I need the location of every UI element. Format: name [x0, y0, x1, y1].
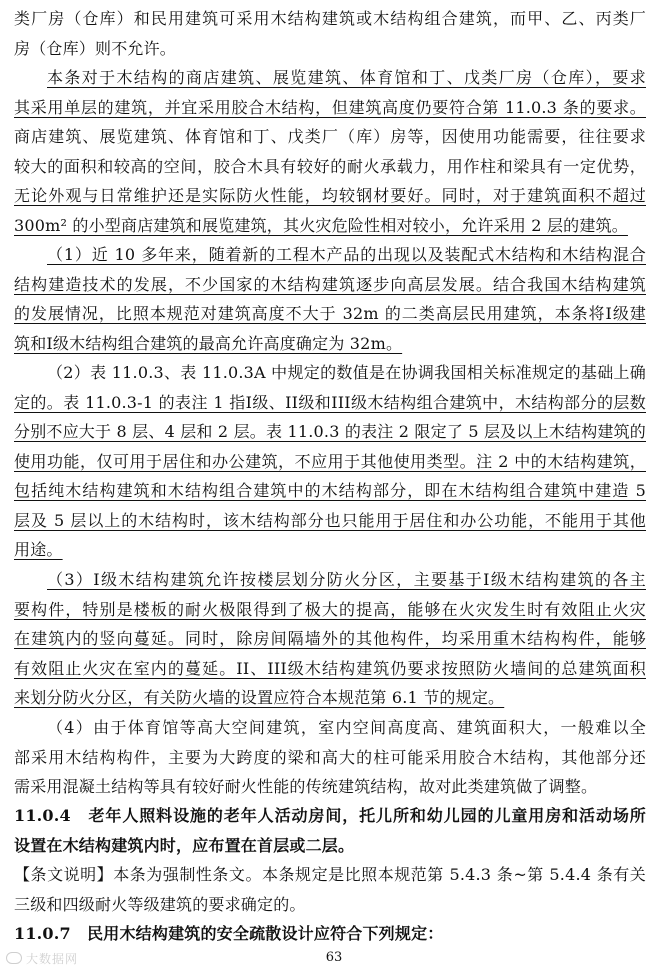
text-line: 设置在木结构建筑内时，应布置在首层或二层。: [14, 835, 355, 855]
text-line: 商店建筑、展览建筑、体育馆和丁、戊类厂（库）房等，因使用功能需要，往往要求: [14, 127, 646, 146]
text-line: 分别不应大于 8 层、4 层和 2 层。表 11.0.3 的表注 2 限定了 5 层及以上木结构建筑的: [14, 422, 646, 441]
text-line: 定的。表 11.0.3-1 的表注 1 指I级、II级和III级木结构组合建筑中，木结构部分的层数: [14, 392, 646, 412]
paragraph-item-4: [14, 713, 646, 802]
text-line: 有效阻止火灾在室内的蔓延。II、III级木结构建筑仍要求按照防火墙间的总建筑面积: [14, 658, 646, 678]
paragraph-continuation: [14, 4, 646, 63]
text-line: 类厂房（仓库）和民用建筑可采用木结构建筑或木结构组合建筑，而甲、乙、丙类厂: [14, 9, 646, 28]
text-line: 11.0.7 民用木结构建筑的安全疏散设计应符合下列规定：: [14, 924, 444, 943]
text-line: 包括纯木结构建筑和木结构组合建筑中的木结构部分，即在木结构组合建筑中建造 5: [14, 481, 646, 500]
text-line: 的发展情况，比照本规范对建筑高度不大于 32m 的二类高层民用建筑，本条将I级建: [14, 304, 646, 323]
text-line: 需采用混凝土结构等具有较好耐火性能的传统建筑结构，故对此类建筑做了调整。: [14, 777, 598, 796]
clause-explanation: [14, 860, 646, 919]
text-line: 三级和四级耐火等级建筑的要求确定的。: [14, 894, 306, 914]
text-line: 来划分防火分区，有关防火墙的设置应符合本规范第 6.1 节的规定。: [14, 688, 505, 707]
text-line: 部采用木结构构件，主要为大跨度的梁和高大的柱可能采用胶合木结构，其他部分还: [14, 747, 646, 767]
text-line: 层及 5 层以上的木结构时，该木结构部分也只能用于居住和办公功能，不能用于其他: [14, 510, 646, 530]
watermark-text: 大数据网: [26, 952, 79, 966]
text-line: 其采用单层的建筑，并宜采用胶合木结构，但建筑高度仍要符合第 11.0.3 条的要求。: [14, 97, 646, 117]
text-line: 较大的面积和较高的空间，胶合木具有较好的耐火承载力，用作柱和梁具有一定优势，: [14, 156, 646, 176]
text-line: （3）I级木结构建筑允许按楼层划分防火分区，主要基于I级木结构建筑的各主: [47, 570, 646, 589]
text-line: 用途。: [14, 540, 63, 559]
text-line: （1）近 10 多年来，随着新的工程木产品的出现以及装配式木结构和木结构混合: [47, 245, 646, 264]
text-line: （4）由于体育馆等高大空间建筑，室内空间高度高、建筑面积大，一般难以全: [47, 718, 646, 737]
clause-11-0-7: [14, 919, 646, 949]
text-line: 要构件，特别是楼板的耐火极限得到了极大的提高，能够在火灾发生时有效阻止火灾: [14, 599, 646, 619]
paragraph-item-3: [14, 565, 646, 713]
text-line: 无论外观与日常维护还是实际防火性能，均较钢材要好。同时，对于建筑面积不超过: [14, 186, 646, 205]
text-line: 在建筑内的竖向蔓延。同时，除房间隔墙外的其他构件，均采用重木结构构件，能够: [14, 629, 646, 648]
text-line: 11.0.4 老年人照料设施的老年人活动房间，托儿所和幼儿园的儿童用房和活动场所: [14, 806, 646, 825]
clause-11-0-4: [14, 801, 646, 860]
paragraph-commercial-buildings: [14, 63, 646, 240]
paragraph-item-2: [14, 358, 646, 565]
text-line: 300m² 的小型商店建筑和展览建筑，其火灾危险性相对较小，允许采用 2 层的建筑。: [14, 215, 628, 235]
text-line: 筑和I级木结构组合建筑的最高允许高度确定为 32m。: [14, 333, 403, 353]
paragraph-item-1: [14, 240, 646, 358]
page-number: 63: [325, 950, 343, 965]
text-line: 房（仓库）则不允许。: [14, 38, 177, 58]
text-line: 结构建造技术的发展，不少国家的木结构建筑逐步向高层发展。结合我国木结构建筑: [14, 274, 646, 294]
text-line: 【条文说明】本条为强制性条文。本条规定是比照本规范第 5.4.3 条~第 5.4.4 条有关: [14, 865, 646, 884]
text-line: （2）表 11.0.3、表 11.0.3A 中规定的数值是在协调我国相关标准规定的基础上确: [47, 363, 646, 382]
text-line: 使用功能，仅可用于居住和办公建筑，不应用于其他使用类型。注 2 中的木结构建筑，: [14, 451, 646, 471]
text-line: 本条对于木结构的商店建筑、展览建筑、体育馆和丁、戊类厂房（仓库），要求: [47, 68, 646, 87]
